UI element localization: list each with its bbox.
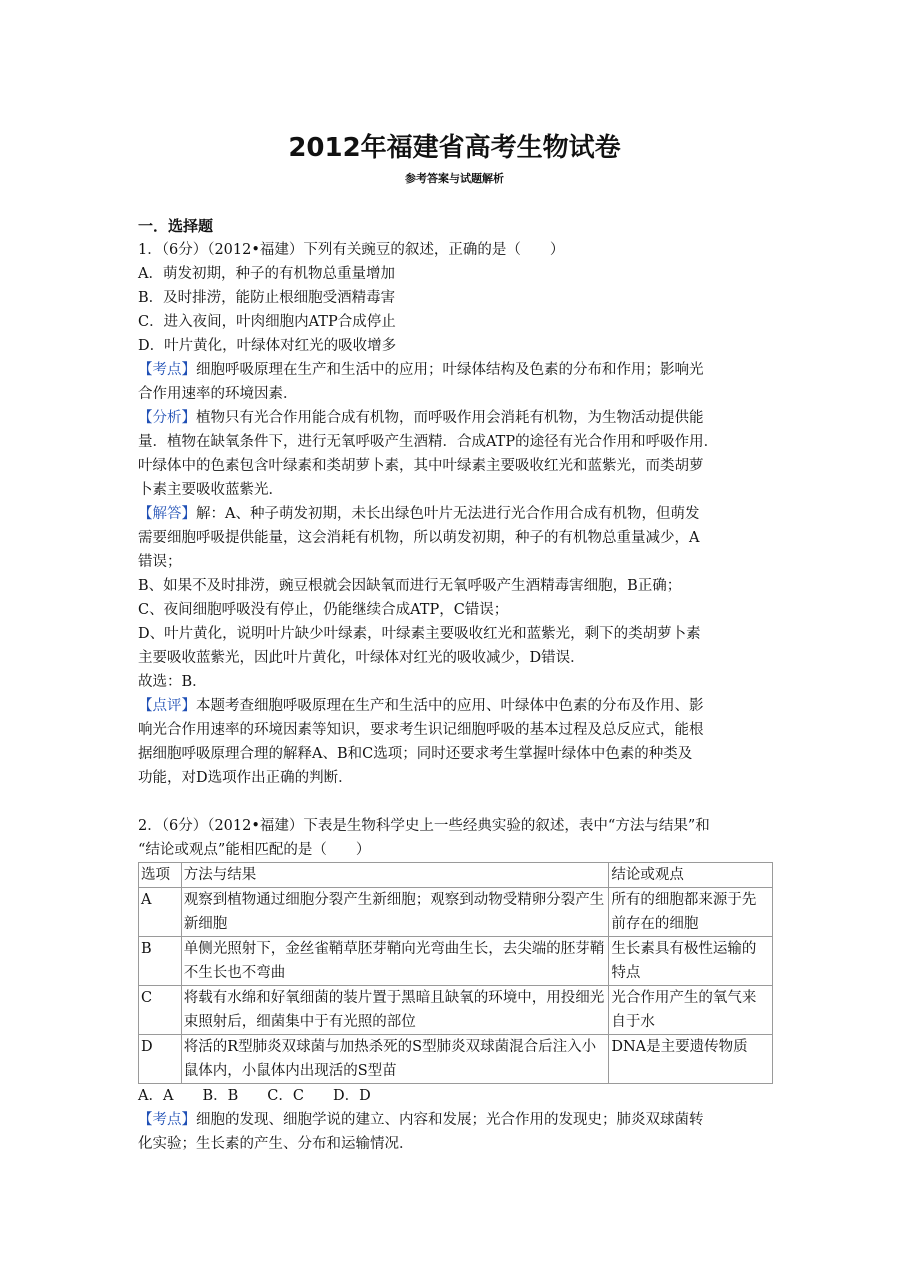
row-option: A bbox=[139, 888, 182, 937]
q1-kaodian-line-1: 【考点】细胞呼吸原理在生产和生活中的应用；叶绿体结构及色素的分布和作用；影响光 bbox=[138, 362, 704, 378]
row-conclusion: 生长素具有极性运输的特点 bbox=[609, 937, 773, 986]
q1-jieda-line-5: C、夜间细胞呼吸没有停止，仍能继续合成ATP，C错误； bbox=[138, 602, 509, 618]
row-method: 单侧光照射下，金丝雀鞘草胚芽鞘向光弯曲生长，去尖端的胚芽鞘不生长也不弯曲 bbox=[181, 937, 609, 986]
q2-kaodian-line-1: 【考点】细胞的发现、细胞学说的建立、内容和发展；光合作用的发现史；肺炎双球菌转 bbox=[138, 1112, 704, 1128]
question-1-option-b: B．及时排涝，能防止根细胞受酒精毒害 bbox=[138, 290, 396, 306]
header-conclusion: 结论或观点 bbox=[609, 863, 773, 888]
q1-kaodian-line-2: 合作用速率的环境因素． bbox=[138, 386, 298, 402]
document-body bbox=[138, 214, 778, 1156]
q1-dianping-line-4: 功能，对D选项作出正确的判断． bbox=[138, 770, 353, 786]
spacer bbox=[138, 790, 778, 814]
q2-kaodian-line-2: 化实验；生长素的产生、分布和运输情况． bbox=[138, 1136, 414, 1152]
table-row bbox=[139, 1035, 773, 1084]
page-subtitle: 参考答案与试题解析 bbox=[405, 172, 504, 185]
q1-jieda-line-3: 错误； bbox=[138, 554, 182, 570]
row-conclusion: DNA是主要遗传物质 bbox=[609, 1035, 773, 1084]
row-conclusion: 所有的细胞都来源于先前存在的细胞 bbox=[609, 888, 773, 937]
q1-jieda-line-6: D、叶片黄化，说明叶片缺少叶绿素，叶绿素主要吸收红光和蓝紫光，剩下的类胡萝卜素 bbox=[138, 626, 701, 642]
fenxi-tag: 【分析】 bbox=[138, 410, 196, 426]
row-method: 将载有水绵和好氧细菌的装片置于黑暗且缺氧的环境中，用投细光束照射后，细菌集中于有光照的部位 bbox=[181, 986, 609, 1035]
q1-fenxi-line-2: 量．植物在缺氧条件下，进行无氧呼吸产生酒精．合成ATP的途径有光合作用和呼吸作用． bbox=[138, 434, 719, 450]
q1-fenxi-line-1: 【分析】植物只有光合作用能合成有机物，而呼吸作用会消耗有机物，为生物活动提供能 bbox=[138, 410, 704, 426]
q1-dianping-line-3: 据细胞呼吸原理合理的解释A、B和C选项；同时还要求考生掌握叶绿体中色素的种类及 bbox=[138, 746, 693, 762]
row-conclusion: 光合作用产生的氧气来自于水 bbox=[609, 986, 773, 1035]
jieda-tag: 【解答】 bbox=[138, 506, 196, 522]
kaodian-tag: 【考点】 bbox=[138, 362, 196, 378]
row-method: 观察到植物通过细胞分裂产生新细胞；观察到动物受精卵分裂产生新细胞 bbox=[181, 888, 609, 937]
question-1-option-d: D．叶片黄化，叶绿体对红光的吸收增多 bbox=[138, 338, 397, 354]
table-row bbox=[139, 986, 773, 1035]
section-heading: 一．选择题 bbox=[138, 217, 214, 235]
question-2-table bbox=[138, 862, 773, 1084]
q1-jieda-line-7: 主要吸收蓝紫光，因此叶片黄化，叶绿体对红光的吸收减少，D错误． bbox=[138, 650, 585, 666]
table-header-row bbox=[139, 863, 773, 888]
q1-dianping-line-2: 响光合作用速率的环境因素等知识，要求考生识记细胞呼吸的基本过程及总反应式，能根 bbox=[138, 722, 704, 738]
header-method: 方法与结果 bbox=[181, 863, 609, 888]
question-2-stem-line-1: 2．（6分）（2012•福建）下表是生物科学史上一些经典实验的叙述，表中“方法与结果”和 bbox=[138, 818, 710, 834]
dianping-tag: 【点评】 bbox=[138, 698, 196, 714]
q1-jieda-line-1: 【解答】解：A、种子萌发初期，未长出绿色叶片无法进行光合作用合成有机物，但萌发 bbox=[138, 506, 700, 522]
q1-fenxi-line-4: 卜素主要吸收蓝紫光． bbox=[138, 482, 283, 498]
header-option: 选项 bbox=[139, 863, 182, 888]
table-row bbox=[139, 937, 773, 986]
q1-dianping-line-1: 【点评】本题考查细胞呼吸原理在生产和生活中的应用、叶绿体中色素的分布及作用、影 bbox=[138, 698, 704, 714]
row-method: 将活的R型肺炎双球菌与加热杀死的S型肺炎双球菌混合后注入小鼠体内，小鼠体内出现活的S型苗 bbox=[181, 1035, 609, 1084]
question-1-option-c: C．进入夜间，叶肉细胞内ATP合成停止 bbox=[138, 314, 396, 330]
q1-jieda-line-8: 故选：B． bbox=[138, 674, 207, 690]
question-2-stem-line-2: “结论或观点”能相匹配的是（ ） bbox=[138, 842, 371, 858]
row-option: C bbox=[139, 986, 182, 1035]
q1-jieda-line-2: 需要细胞呼吸提供能量，这会消耗有机物，所以萌发初期，种子的有机物总重量减少，A bbox=[138, 530, 700, 546]
kaodian-tag: 【考点】 bbox=[138, 1112, 196, 1128]
question-1-stem: 1．（6分）（2012•福建）下列有关豌豆的叙述，正确的是（ ） bbox=[138, 242, 565, 258]
q1-fenxi-line-3: 叶绿体中的色素包含叶绿素和类胡萝卜素，其中叶绿素主要吸收红光和蓝紫光，而类胡萝 bbox=[138, 458, 704, 474]
page-title: 2012年福建省高考生物试卷 bbox=[288, 133, 621, 163]
question-1-option-a: A．萌发初期，种子的有机物总重量增加 bbox=[138, 266, 395, 282]
q1-jieda-line-4: B、如果不及时排涝，豌豆根就会因缺氧而进行无氧呼吸产生酒精毒害细胞，B正确； bbox=[138, 578, 682, 594]
row-option: D bbox=[139, 1035, 182, 1084]
table-row bbox=[139, 888, 773, 937]
row-option: B bbox=[139, 937, 182, 986]
question-2-options: A．A B．B C．C D．D bbox=[138, 1088, 371, 1104]
